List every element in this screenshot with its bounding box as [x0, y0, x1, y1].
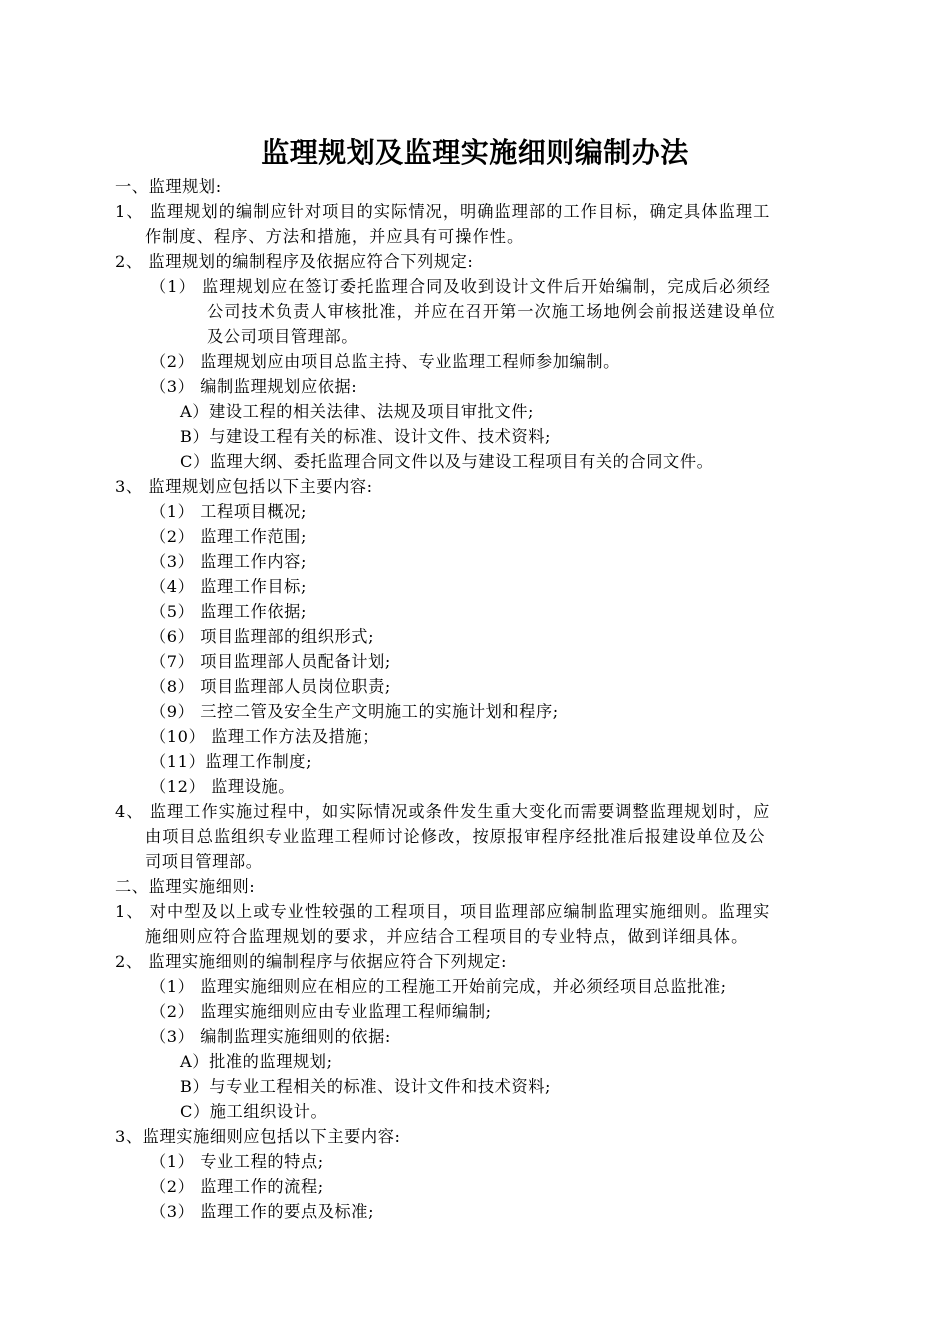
item-2-3-2: （2） 监理工作的流程; — [150, 1177, 324, 1196]
item-1-4-line-2: 由项目总监组织专业监理工程师讨论修改，按原报审程序经批准后报建设单位及公 — [145, 827, 766, 846]
item-1-4-line-1: 4、 监理工作实施过程中，如实际情况或条件发生重大变化而需要调整监理规划时，应 — [115, 802, 771, 821]
item-1-3-4: （4） 监理工作目标; — [150, 577, 307, 596]
item-1-2-1-line-2: 公司技术负责人审核批准，并应在召开第一次施工场地例会前报送建设单位 — [207, 302, 776, 321]
item-2-2-3: （3） 编制监理实施细则的依据: — [150, 1027, 391, 1046]
item-2-3-1: （1） 专业工程的特点; — [150, 1152, 324, 1171]
item-2-1-line-1: 1、 对中型及以上或专业性较强的工程项目，项目监理部应编制监理实施细则。监理实 — [115, 902, 771, 921]
item-1-3-10: （10） 监理工作方法及措施； — [150, 727, 379, 746]
item-1-2-3-b: B）与建设工程有关的标准、设计文件、技术资料; — [180, 427, 552, 446]
document-title: 监理规划及监理实施细则编制办法 — [261, 136, 689, 169]
item-1-2-1-line-1: （1） 监理规划应在签订委托监理合同及收到设计文件后开始编制，完成后必须经 — [150, 277, 771, 296]
item-2-3-3: （3） 监理工作的要点及标准; — [150, 1202, 375, 1221]
item-1-3: 3、 监理规划应包括以下主要内容: — [115, 477, 373, 496]
item-1-2-3-a: A）建设工程的相关法律、法规及项目审批文件; — [180, 402, 535, 421]
item-1-3-5: （5） 监理工作依据; — [150, 602, 307, 621]
section-heading-1: 一、监理规划: — [115, 177, 222, 196]
item-2-3: 3、监理实施细则应包括以下主要内容: — [115, 1127, 401, 1146]
item-1-3-12: （12） 监理设施。 — [150, 777, 296, 796]
item-1-3-9: （9） 三控二管及安全生产文明施工的实施计划和程序; — [150, 702, 559, 721]
item-1-3-7: （7） 项目监理部人员配备计划; — [150, 652, 391, 671]
item-1-4-line-3: 司项目管理部。 — [145, 852, 263, 871]
item-1-3-8: （8） 项目监理部人员岗位职责; — [150, 677, 391, 696]
item-1-3-3: （3） 监理工作内容; — [150, 552, 307, 571]
item-1-1-line-2: 作制度、程序、方法和措施，并应具有可操作性。 — [145, 227, 525, 246]
item-2-2-3-c: C）施工组织设计。 — [180, 1102, 328, 1121]
item-1-2-2: （2） 监理规划应由项目总监主持、专业监理工程师参加编制。 — [150, 352, 620, 371]
section-heading-2: 二、监理实施细则: — [115, 877, 256, 896]
item-2-2-2: （2） 监理实施细则应由专业监理工程师编制; — [150, 1002, 492, 1021]
item-1-2-3-c: C）监理大纲、委托监理合同文件以及与建设工程项目有关的合同文件。 — [180, 452, 714, 471]
item-2-2-3-a: A）批准的监理规划; — [180, 1052, 333, 1071]
item-1-3-11: （11）监理工作制度; — [150, 752, 313, 771]
item-2-2-1: （1） 监理实施细则应在相应的工程施工开始前完成，并必须经项目总监批准; — [150, 977, 727, 996]
item-1-3-1: （1） 工程项目概况; — [150, 502, 307, 521]
item-2-2: 2、 监理实施细则的编制程序与依据应符合下列规定: — [115, 952, 508, 971]
item-1-3-2: （2） 监理工作范围; — [150, 527, 307, 546]
item-2-2-3-b: B）与专业工程相关的标准、设计文件和技术资料; — [180, 1077, 552, 1096]
item-1-2-3: （3） 编制监理规划应依据: — [150, 377, 358, 396]
item-1-2: 2、 监理规划的编制程序及依据应符合下列规定: — [115, 252, 474, 271]
item-1-1-line-1: 1、 监理规划的编制应针对项目的实际情况，明确监理部的工作目标，确定具体监理工 — [115, 202, 771, 221]
item-2-1-line-2: 施细则应符合监理规划的要求，并应结合工程项目的专业特点，做到详细具体。 — [145, 927, 749, 946]
item-1-2-1-line-3: 及公司项目管理部。 — [207, 327, 359, 346]
item-1-3-6: （6） 项目监理部的组织形式; — [150, 627, 375, 646]
